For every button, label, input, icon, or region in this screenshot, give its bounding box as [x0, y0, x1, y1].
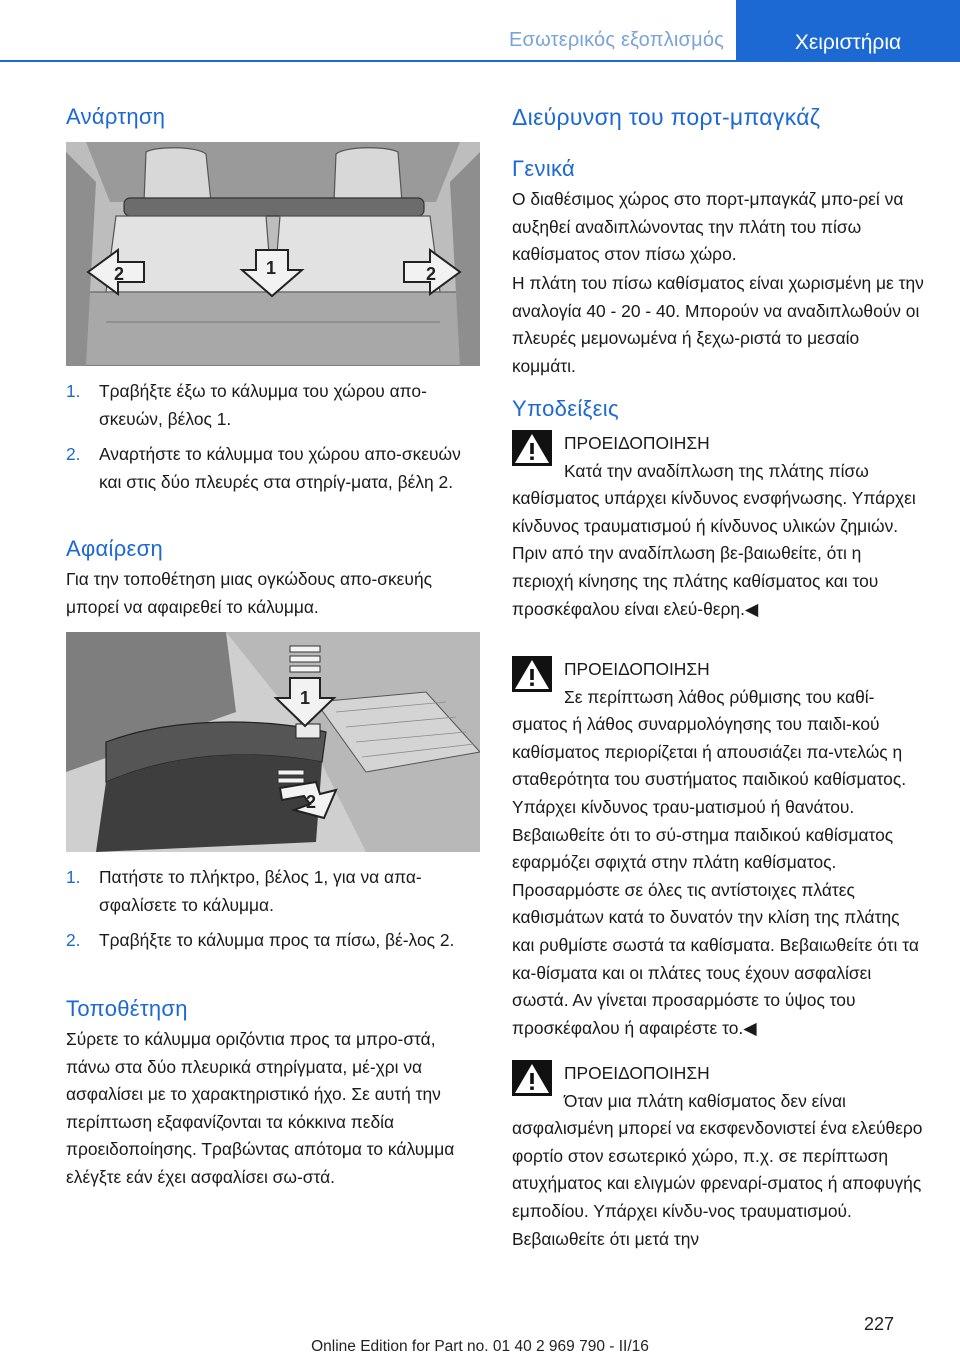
figure-label: 2	[426, 264, 437, 284]
removal-steps	[66, 864, 480, 963]
warning-label: ΠΡΟΕΙΔΟΠΟΙΗΣΗ	[564, 659, 710, 679]
figure-label: 1	[300, 688, 311, 708]
edition-footer: Online Edition for Part no. 01 40 2 969 790 - II/16	[311, 1338, 649, 1355]
figure-cover-hanging	[66, 142, 480, 366]
warning-label: ΠΡΟΕΙΔΟΠΟΙΗΣΗ	[564, 433, 710, 453]
page-number: 227	[863, 1314, 894, 1334]
hanging-steps	[66, 378, 480, 504]
hanging-title: Ανάρτηση	[66, 104, 166, 129]
install-text: Σύρετε το κάλυμμα οριζόντια προς τα μπρο‐στά, πάνω στα δύο πλευρικά στηρίγματα, μέ‐χρι να ασφαλίσει με το χαρακτηριστικό ήχο. Σε αυτή την περίπτωση εξαφανίζονται τα κόκκινα πεδία προειδοποίησης. Τραβώντας απότομα το κάλυμμα ελέγξτε εάν έχει ασφαλίσει σω‐στά.	[66, 1029, 455, 1187]
install-title: Τοποθέτηση	[66, 996, 188, 1021]
figure-label: 1	[266, 258, 277, 278]
chapter-tab: Χειριστήρια	[736, 0, 960, 62]
removal-title: Αφαίρεση	[66, 536, 164, 561]
removal-text: Για την τοποθέτηση μιας ογκώδους απο‐σκευής μπορεί να αφαιρεθεί το κάλυμμα.	[66, 569, 432, 617]
list-item: 2. Αναρτήστε το κάλυμμα του χώρου απο‐σκευών και στις δύο πλευρές στα στηρίγ‐ματα, βέλη 2.	[66, 444, 461, 492]
warning-text: Όταν μια πλάτη καθίσματος δεν είναι ασφαλισμένη μπορεί να εκσφενδονιστεί ένα ελεύθερο φορτίο στον εσωτερικό χώρο, π.χ. σε περίπτωση ατυχήματος και ελιγμών φρεναρί‐σματος ή αποφυγής εμποδίου. Υπάρχει κίνδυ‐νος τραυματισμού. Βεβαιωθείτε ότι μετά την	[512, 1090, 923, 1249]
cargo-cover-illustration	[66, 142, 480, 366]
figure-label: 2	[306, 792, 317, 812]
notes-title: Υποδείξεις	[512, 396, 619, 421]
section-title: Εσωτερικός εξοπλισμός	[509, 29, 724, 51]
figure-cover-removal	[66, 632, 480, 852]
list-item: 2. Τραβήξτε το κάλυμμα προς τα πίσω, βέ‐λος 2.	[66, 930, 455, 951]
general-text-1: Ο διαθέσιμος χώρος στο πορτ-μπαγκάζ μπο‐ρεί να αυξηθεί αναδιπλώνοντας την πλάτη του πίσω καθίσματος στον πίσω χώρο.	[512, 189, 904, 265]
warning-text: Σε περίπτωση λάθος ρύθμισης του καθί‐σματος ή λάθος συναρμολόγησης του παιδι‐κού καθίσματος περιορίζεται ή απουσιάζει πα‐ντελώς η σταθερότητα του συστήματος παιδικού καθίσματος. Υπάρχει κίνδυνος τραυ‐ματισμού ή θανάτου. Βεβαιωθείτε ότι το σύ‐στημα παιδικού καθίσματος εφαρμόζει σφιχτά στην πλάτη καθίσματος. Προσαρμόστε σε όλες τις αντίστοιχες πλάτες καθισμάτων κατά το δυνατόν την κλίση της πλάτης και ρυθμίστε σωστά τα καθίσματα. Βεβαιωθείτε ότι τα κα‐θίσματα και οι πλάτες τους έχουν ασφαλίσει σωστά. Αν γίνεται προσαρμόστε το ύψος του προσκέφαλου ή αφαιρέστε το.◀	[512, 686, 919, 1038]
section-heading: Διεύρυνση του πορτ-μπαγκάζ	[512, 104, 821, 130]
list-item: 1. Πατήστε το πλήκτρο, βέλος 1, για να απα‐σφαλίσετε το κάλυμμα.	[66, 867, 422, 915]
header-rule	[0, 60, 960, 62]
list-item: 1. Τραβήξτε έξω το κάλυμμα του χώρου απο‐σκευών, βέλος 1.	[66, 381, 427, 429]
general-text-2: Η πλάτη του πίσω καθίσματος είναι χωρισμένη με την αναλογία 40 - 20 - 40. Μπορούν να αναδιπλωθούν οι πλευρές μεμονωμένα ή ξεχω‐ριστά το μεσαίο κομμάτι.	[512, 273, 924, 376]
page-header	[0, 0, 960, 62]
warning-text: Κατά την αναδίπλωση της πλάτης πίσω καθίσματος υπάρχει κίνδυνος ενσφήνωσης. Υπάρχει κίνδυνος τραυματισμού ή κίνδυνος υλικών ζημιών. Πριν από την αναδίπλωση βε‐βαιωθείτε, ότι η περιοχή κίνησης της πλάτης καθίσματος και του προσκέφαλου είναι ελεύ‐θερη.◀	[512, 460, 916, 619]
warning-label: ΠΡΟΕΙΔΟΠΟΙΗΣΗ	[564, 1063, 710, 1083]
figure-label: 2	[114, 264, 125, 284]
cover-release-illustration	[66, 632, 480, 852]
general-title: Γενικά	[512, 156, 576, 181]
